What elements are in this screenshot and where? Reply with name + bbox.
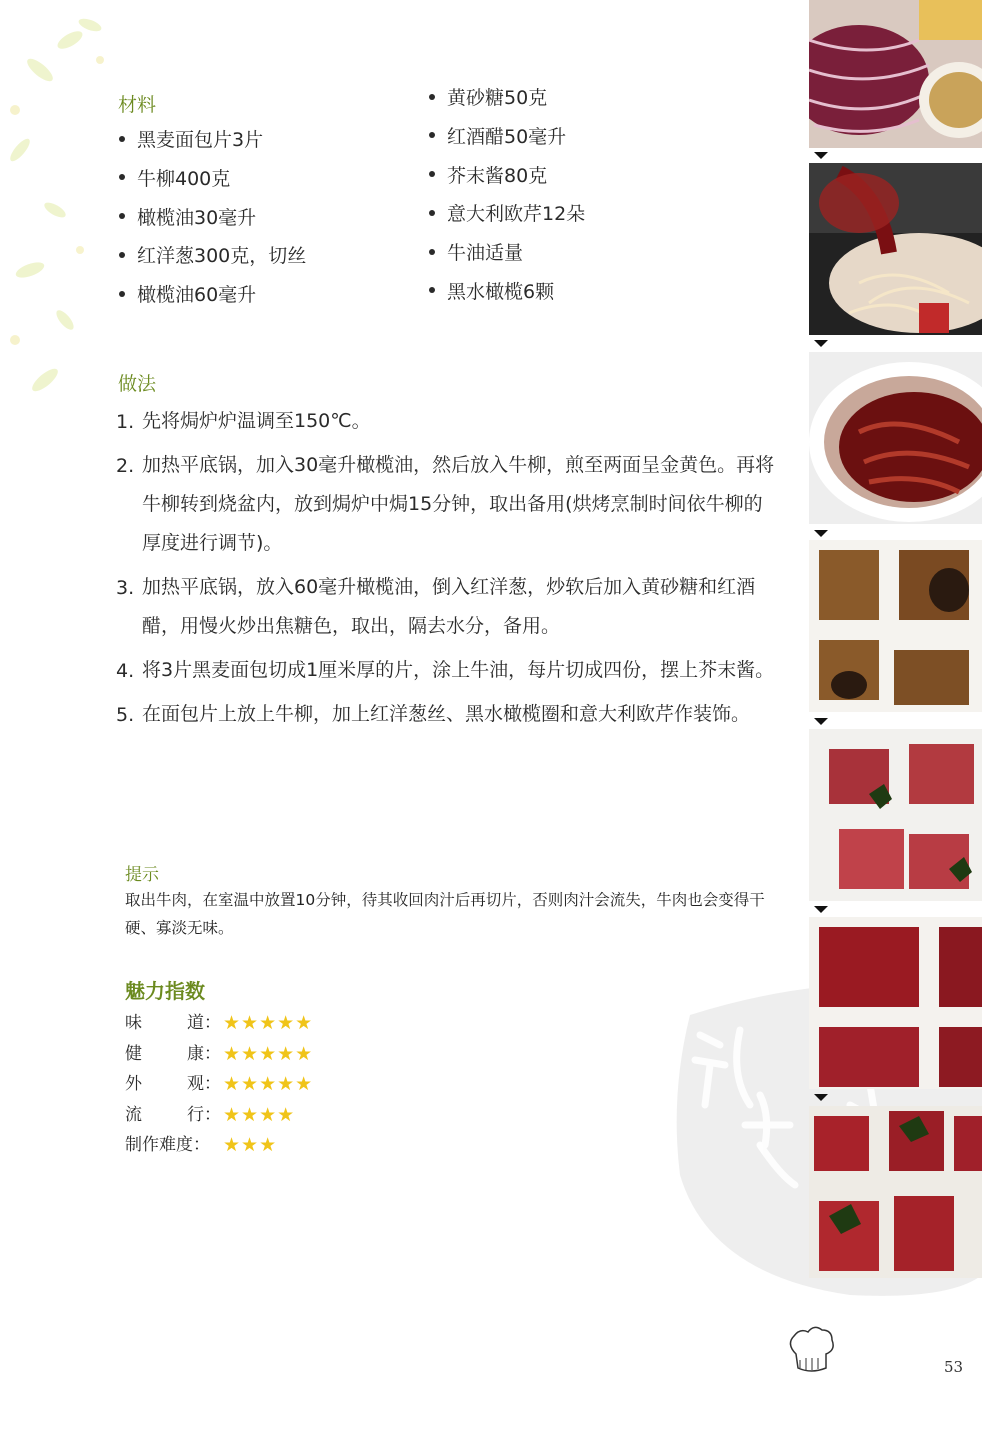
step-arrow-icon <box>814 906 828 913</box>
ingredient-list-left <box>119 121 306 315</box>
rating-row-difficulty <box>125 1130 313 1161</box>
list-item: 橄榄油60毫升 <box>119 276 306 315</box>
star-rating: ★★★★★ <box>223 1042 314 1065</box>
step-arrow-icon <box>814 718 828 725</box>
rating-row-popularity <box>125 1100 313 1131</box>
list-item: 牛油适量 <box>429 234 585 273</box>
list-item: 黄砂糖50克 <box>429 79 585 118</box>
bullet-icon <box>119 136 125 142</box>
rating-label: 制作难度： <box>125 1135 210 1155</box>
step-item: 2. 加热平底锅，加入30毫升橄榄油，然后放入牛柳，煎至两面呈金黄色。再将牛柳转到烧盆内，放到焗炉中焗15分钟，取出备用(烘烤烹制时间依牛柳的厚度进行调节)。 <box>116 454 775 554</box>
method-title: 做法 <box>118 373 157 395</box>
rating-label: 味 道： <box>125 1013 221 1033</box>
ingredients-title: 材料 <box>118 94 157 116</box>
charm-index-title: 魅力指数 <box>125 979 205 1003</box>
star-rating: ★★★★★ <box>223 1012 314 1034</box>
rating-row-taste <box>125 1008 313 1039</box>
bullet-icon <box>119 291 125 297</box>
star-rating: ★★★★ <box>223 1103 296 1126</box>
page-number: 53 <box>944 1358 964 1376</box>
bullet-icon <box>429 249 435 255</box>
rye-bread-squares-photo <box>809 540 982 712</box>
vinegar-pouring-photo <box>809 163 982 335</box>
bullet-icon <box>119 213 125 219</box>
list-item: 黑麦面包片3片 <box>119 121 306 160</box>
step-item: 3. 加热平底锅，放入60毫升橄榄油，倒入红洋葱，炒软后加入黄砂糖和红酒醋，用慢火炒出焦糖色，取出，隔去水分，备用。 <box>116 576 756 637</box>
step-item: 4. 将3片黑麦面包切成1厘米厚的片，涂上牛油，每片切成四份，摆上芥末酱。 <box>116 659 775 682</box>
bullet-icon <box>119 252 125 258</box>
list-item: 意大利欧芹12朵 <box>429 195 585 234</box>
step-arrow-icon <box>814 340 828 347</box>
step-item: 1. 先将焗炉炉温调至150℃。 <box>116 410 371 433</box>
step-arrow-icon <box>814 530 828 537</box>
tip-text: 取出牛肉，在室温中放置10分钟，待其收回肉汁后再切片，否则肉汁会流失，牛肉也会变得干硬、寡淡无味。 <box>125 891 765 937</box>
list-item: 芥末酱80克 <box>429 157 585 196</box>
rating-label: 流 行： <box>125 1104 221 1125</box>
list-item: 红洋葱300克，切丝 <box>119 237 306 276</box>
chef-hat-icon <box>786 1324 836 1376</box>
rating-row-appearance <box>125 1069 313 1100</box>
rating-row-health <box>125 1039 313 1070</box>
list-item: 橄榄油30毫升 <box>119 199 306 238</box>
bullet-icon <box>429 132 435 138</box>
beef-canapes-tray-photo <box>809 917 982 1089</box>
step-arrow-icon <box>814 1094 828 1101</box>
onion-and-sugar-photo <box>809 0 982 148</box>
beef-on-bread-photo <box>809 729 982 901</box>
list-item: 红酒醋50毫升 <box>429 118 585 157</box>
charm-ratings <box>125 1008 313 1161</box>
method-steps <box>116 402 781 739</box>
step-item: 5. 在面包片上放上牛柳，加上红洋葱丝、黑水橄榄圈和意大利欧芹作装饰。 <box>116 703 751 726</box>
bullet-icon <box>429 171 435 177</box>
caramelized-onion-photo <box>809 352 982 524</box>
bullet-icon <box>429 210 435 216</box>
star-rating: ★★★ <box>223 1134 278 1156</box>
bullet-icon <box>429 287 435 293</box>
star-rating: ★★★★★ <box>223 1073 314 1095</box>
list-item: 牛柳400克 <box>119 160 306 199</box>
tip-title: 提示 <box>125 865 159 885</box>
rating-label: 外 观： <box>125 1074 221 1094</box>
finished-canapes-photo <box>809 1106 982 1278</box>
list-item: 黑水橄榄6颗 <box>429 273 585 312</box>
bullet-icon <box>429 94 435 100</box>
photo-strip <box>806 0 982 1290</box>
bullet-icon <box>119 174 125 180</box>
ingredient-list-right <box>429 79 585 312</box>
rating-label: 健 康： <box>125 1043 221 1064</box>
step-arrow-icon <box>814 152 828 159</box>
